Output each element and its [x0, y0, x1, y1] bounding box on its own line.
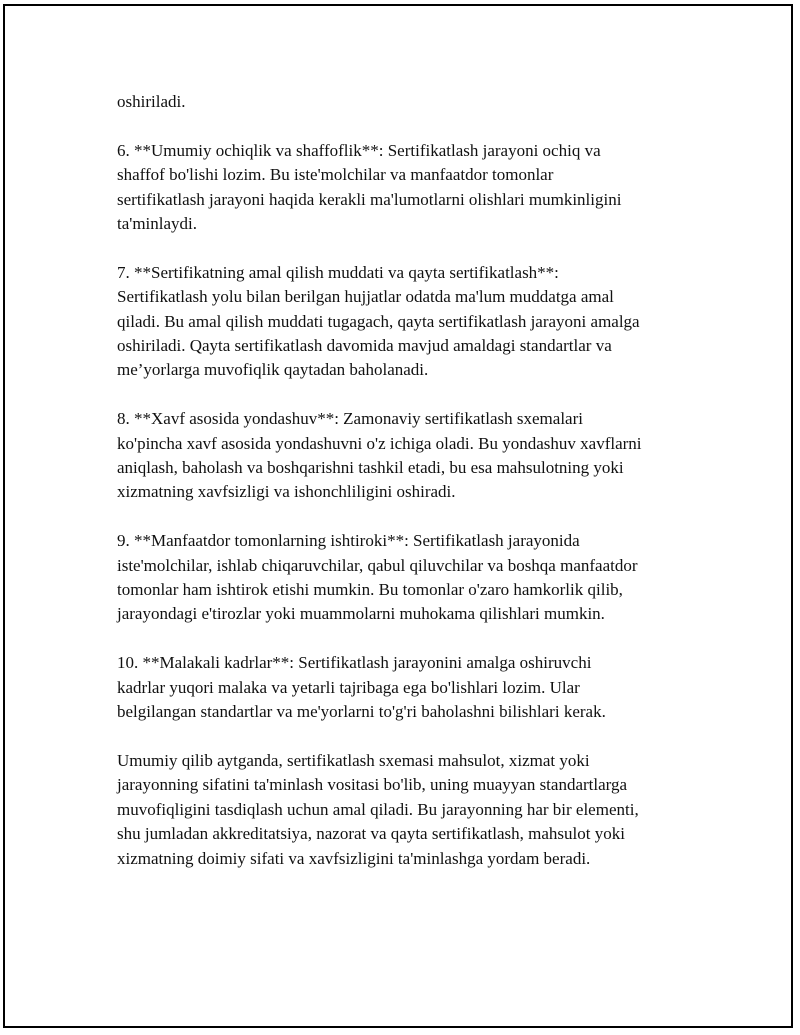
paragraph-item-10	[117, 651, 707, 724]
paragraph-item-7	[117, 261, 707, 383]
text-line: ta'minlaydi.	[117, 214, 198, 234]
text-line: iste'molchilar, ishlab chiqaruvchilar, qabul qiluvchilar va boshqa manfaatdor	[117, 555, 638, 575]
text-line: Umumiy qilib aytganda, sertifikatlash sxemasi mahsulot, xizmat yoki	[117, 750, 590, 770]
text-line: shaffof bo'lishi lozim. Bu iste'molchilar va manfaatdor tomonlar	[117, 165, 554, 185]
text-line: oshiriladi.	[117, 92, 186, 111]
text-line: sertifikatlash jarayoni haqida kerakli ma'lumotlarni olishlari mumkinligini	[117, 189, 622, 209]
paragraph-item-8	[117, 407, 707, 505]
paragraph-continuation	[117, 90, 707, 114]
document-body	[117, 90, 707, 895]
text-line: qiladi. Bu amal qilish muddati tugagach, qayta sertifikatlash jarayoni amalga	[117, 311, 640, 331]
text-line: belgilangan standartlar va me'yorlarni to'g'ri baholashni bilishlari kerak.	[117, 702, 606, 722]
text-line: xizmatning doimiy sifati va xavfsizligini ta'minlashga yordam beradi.	[117, 848, 591, 868]
text-line: aniqlash, baholash va boshqarishni tashkil etadi, bu esa mahsulotning yoki	[117, 458, 624, 478]
text-line: Sertifikatlash yolu bilan berilgan hujjatlar odatda ma'lum muddatga amal	[117, 287, 614, 307]
text-line: 8. **Xavf asosida yondashuv**: Zamonaviy sertifikatlash sxemalari	[117, 409, 583, 429]
paragraph-item-6	[117, 139, 707, 237]
text-line: muvofiqligini tasdiqlash uchun amal qiladi. Bu jarayonning har bir elementi,	[117, 799, 639, 819]
text-line: oshiriladi. Qayta sertifikatlash davomida mavjud amaldagi standartlar va	[117, 336, 612, 356]
text-line: tomonlar ham ishtirok etishi mumkin. Bu tomonlar o'zaro hamkorlik qilib,	[117, 580, 623, 600]
text-line: jarayondagi e'tirozlar yoki muammolarni muhokama qilishlari mumkin.	[117, 604, 605, 624]
text-line: xizmatning xavfsizligi va ishonchliligini oshiradi.	[117, 482, 456, 502]
text-line: 9. **Manfaatdor tomonlarning ishtiroki**: Sertifikatlash jarayonida	[117, 531, 580, 551]
text-line: jarayonning sifatini ta'minlash vositasi bo'lib, uning muayyan standartlarga	[117, 775, 628, 795]
text-line: me’yorlarga muvofiqlik qaytadan baholanadi.	[117, 360, 429, 380]
text-line: shu jumladan akkreditatsiya, nazorat va qayta sertifikatlash, mahsulot yoki	[117, 824, 625, 844]
text-line: 10. **Malakali kadrlar**: Sertifikatlash jarayonini amalga oshiruvchi	[117, 653, 592, 673]
text-line: 6. **Umumiy ochiqlik va shaffoflik**: Sertifikatlash jarayoni ochiq va	[117, 140, 601, 160]
paragraph-summary	[117, 749, 707, 871]
text-line: 7. **Sertifikatning amal qilish muddati va qayta sertifikatlash**:	[117, 262, 559, 282]
paragraph-item-9	[117, 529, 707, 627]
text-line: ko'pincha xavf asosida yondashuvni o'z ichiga oladi. Bu yondashuv xavflarni	[117, 433, 642, 453]
text-line: kadrlar yuqori malaka va yetarli tajribaga ega bo'lishlari lozim. Ular	[117, 677, 580, 697]
